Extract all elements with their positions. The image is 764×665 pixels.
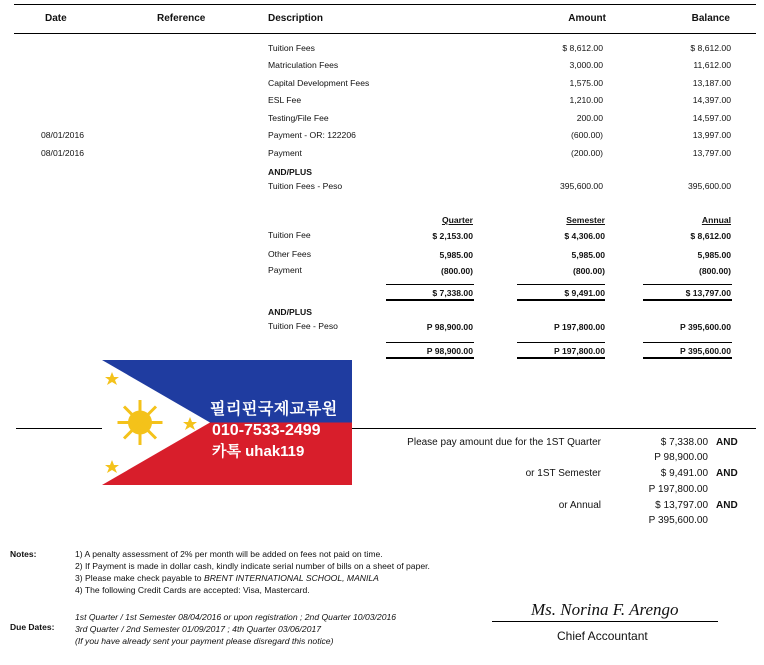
fee-row-amount: (200.00) (570, 148, 603, 158)
col-header-date: Date (45, 13, 67, 24)
fee-row-balance: 13,997.00 (692, 130, 731, 140)
fee-row-description: ESL Fee (268, 95, 302, 105)
due-semester-amount: $ 9,491.00 (660, 468, 708, 479)
notes-label: Notes: (10, 549, 37, 559)
fee-row-balance: $ 8,612.00 (690, 43, 731, 53)
note-3 (75, 573, 379, 583)
rule-pa1 (643, 342, 732, 343)
flag-text-title: 필리핀국제교류원 (210, 401, 338, 418)
rule-pa2 (643, 357, 732, 359)
andplus-label: AND/PLUS (268, 167, 312, 177)
due-date-2: 3rd Quarter / 2nd Semester 01/09/2017 ; 4th Quarter 03/06/2017 (75, 624, 322, 634)
signature-line (492, 621, 718, 622)
breakdown-semester-value: 5,985.00 (571, 250, 605, 260)
breakdown-row-label: Other Fees (268, 249, 311, 259)
andplus2-label: AND/PLUS (268, 307, 312, 317)
breakdown-quarter-value: $ 2,153.00 (432, 231, 473, 241)
breakdown-header-annual: Annual (701, 215, 731, 225)
fee-row-balance: 14,397.00 (692, 95, 731, 105)
fee-row-balance: 13,797.00 (692, 148, 731, 158)
philippine-flag-watermark (102, 360, 352, 485)
fee-row-description: Payment - OR: 122206 (268, 130, 356, 140)
section-rule-left (16, 428, 102, 429)
signature-title: Chief Accountant (557, 629, 648, 643)
due-annual-and: AND (716, 500, 738, 511)
rule-q2 (386, 299, 474, 301)
top-rule (14, 4, 756, 5)
fee-row-amount: 1,210.00 (569, 95, 603, 105)
fee-row-amount: 1,575.00 (569, 78, 603, 88)
breakdown-annual-value: (800.00) (698, 266, 731, 276)
rule-s1 (517, 284, 605, 285)
rule-pq1 (386, 342, 474, 343)
due-semester-label: or 1ST Semester (525, 468, 601, 479)
due-semester-peso: P 197,800.00 (648, 484, 708, 495)
fee-row-description: Payment (268, 148, 302, 158)
breakdown-quarter-value: 5,985.00 (439, 250, 473, 260)
rule-s2 (517, 299, 605, 301)
section-rule-right (352, 428, 756, 429)
col-header-balance: Balance (691, 13, 730, 24)
breakdown-row-label: Payment (268, 265, 302, 275)
fee-row-description: Matriculation Fees (268, 60, 339, 70)
col-header-reference: Reference (157, 13, 206, 24)
breakdown-annual-value: $ 8,612.00 (690, 231, 731, 241)
fee-row-balance: 14,597.00 (692, 113, 731, 123)
fee-row-amount: $ 8,612.00 (562, 43, 603, 53)
fee-row-date: 08/01/2016 (41, 130, 85, 140)
peso-semester: P 197,800.00 (554, 322, 605, 332)
header-rule (14, 33, 756, 34)
due-date-1: 1st Quarter / 1st Semester 08/04/2016 or upon registration ; 2nd Quarter 10/03/2016 (75, 612, 397, 622)
due-dates-label: Due Dates: (10, 622, 55, 632)
breakdown-annual-value: 5,985.00 (697, 250, 731, 260)
note-3-payee: BRENT INTERNATIONAL SCHOOL, MANILA (203, 573, 379, 583)
breakdown-header-semester: Semester (566, 215, 605, 225)
breakdown-semester-value: (800.00) (572, 266, 605, 276)
due-semester-and: AND (716, 468, 738, 479)
breakdown-row-label: Tuition Fee (268, 230, 311, 240)
note-1: 1) A penalty assessment of 2% per month will be added on fees not paid on time. (75, 549, 383, 559)
note-2: 2) If Payment is made in dollar cash, kindly indicate serial number of bills on a sheet of paper. (75, 561, 430, 571)
note-4: 4) The following Credit Cards are accepted: Visa, Mastercard. (75, 585, 310, 595)
fee-row-description: Testing/File Fee (268, 113, 329, 123)
signature-name: Ms. Norina F. Arengo (531, 600, 679, 619)
rule-q1 (386, 284, 474, 285)
peso-quarter: P 98,900.00 (426, 322, 473, 332)
fee-row-balance: 13,187.00 (692, 78, 731, 88)
fee-row-balance: 11,612.00 (693, 60, 731, 70)
rule-ps2 (517, 357, 605, 359)
fee-row-description: Capital Development Fees (268, 78, 370, 88)
flag-text-kakao: 카톡 uhak119 (212, 443, 305, 460)
andplus-desc: Tuition Fees - Peso (268, 181, 343, 191)
col-header-description: Description (268, 13, 324, 24)
fee-row-description: Tuition Fees (268, 43, 315, 53)
total-annual: $ 13,797.00 (685, 288, 731, 298)
due-annual-peso: P 395,600.00 (648, 515, 708, 526)
andplus-amount: 395,600.00 (559, 181, 603, 191)
flag-text-phone: 010-7533-2499 (212, 422, 321, 439)
note-3-text: 3) Please make check payable to (75, 573, 204, 583)
due-quarter-peso: P 98,900.00 (654, 452, 708, 463)
due-annual-label: or Annual (558, 500, 601, 511)
andplus-balance: 395,600.00 (687, 181, 731, 191)
rule-ps1 (517, 342, 605, 343)
fee-row-amount: 3,000.00 (569, 60, 603, 70)
rule-a1 (643, 284, 732, 285)
due-quarter-amount: $ 7,338.00 (660, 437, 708, 448)
breakdown-semester-value: $ 4,306.00 (564, 231, 605, 241)
rule-a2 (643, 299, 732, 301)
breakdown-quarter-value: (800.00) (440, 266, 473, 276)
total-semester: $ 9,491.00 (564, 288, 605, 298)
due-annual-amount: $ 13,797.00 (655, 500, 708, 511)
fee-row-amount: 200.00 (576, 113, 603, 123)
peso-annual: P 395,600.00 (680, 322, 731, 332)
peso-total-quarter: P 98,900.00 (426, 346, 473, 356)
due-date-3: (If you have already sent your payment please disregard this notice) (75, 636, 334, 646)
breakdown-header-quarter: Quarter (441, 215, 473, 225)
fee-row-amount: (600.00) (570, 130, 603, 140)
fee-row-date: 08/01/2016 (41, 148, 85, 158)
peso-label: Tuition Fee - Peso (268, 321, 338, 331)
peso-total-semester: P 197,800.00 (554, 346, 605, 356)
due-quarter-label: Please pay amount due for the 1ST Quarter (407, 437, 601, 448)
peso-total-annual: P 395,600.00 (680, 346, 731, 356)
rule-pq2 (386, 357, 474, 359)
total-quarter: $ 7,338.00 (432, 288, 473, 298)
due-quarter-and: AND (716, 437, 738, 448)
col-header-amount: Amount (568, 13, 606, 24)
